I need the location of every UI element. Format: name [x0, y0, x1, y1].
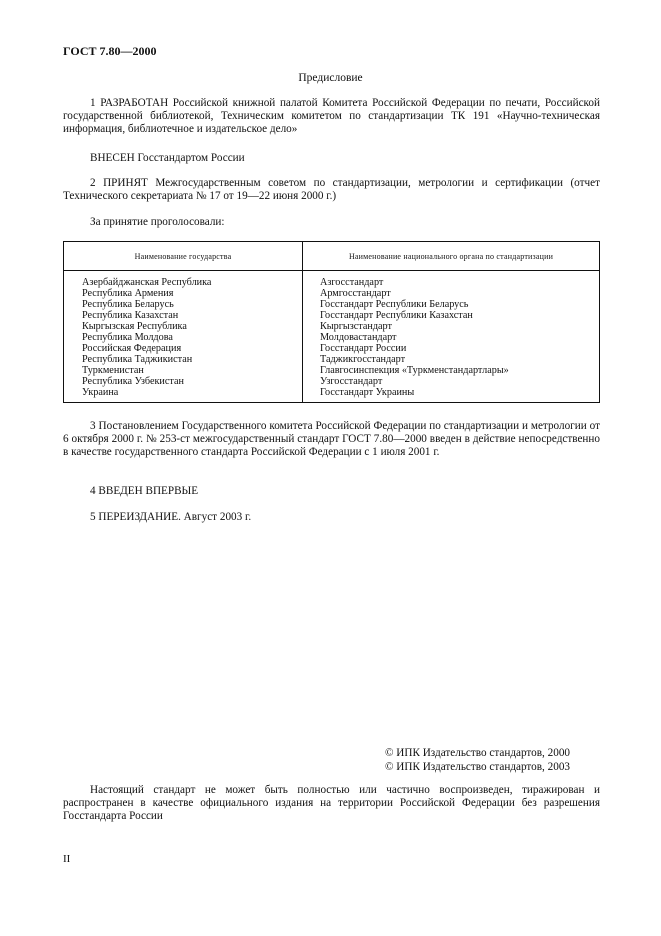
national-body-name: Кыргызстандарт [320, 321, 392, 332]
page-title: Предисловие [298, 72, 363, 84]
national-body-list [303, 271, 600, 403]
state-name: Азербайджанская Республика [82, 277, 212, 288]
state-name: Республика Армения [82, 288, 174, 299]
section-5-reissue: 5 ПЕРЕИЗДАНИЕ. Август 2003 г. [90, 511, 252, 523]
copyright-2003: © ИПК Издательство стандартов, 2003 [385, 761, 571, 773]
national-body-name: Молдовастандарт [320, 332, 397, 343]
state-list [64, 271, 303, 403]
state-name: Республика Казахстан [82, 310, 179, 321]
table-body-row [64, 271, 600, 403]
national-body-name: Госстандарт Республики Беларусь [320, 299, 469, 310]
page-number: II [63, 853, 71, 865]
national-body-name: Таджикгосстандарт [320, 354, 406, 365]
reproduction-notice: Настоящий стандарт не может быть полностью или частично воспроизведен, тиражирован и распространен в качестве официального издания на территории Российской Федерации без разрешения Госстандарта России [63, 784, 600, 822]
national-body-name: Главгосинспекция «Туркменстандартлары» [320, 365, 509, 376]
state-name: Российская Федерация [82, 343, 182, 354]
table-header-row [64, 242, 600, 271]
national-body-name: Госстандарт Республики Казахстан [320, 310, 473, 321]
national-body-name: Узгосстандарт [320, 376, 383, 387]
section-2-voted-label: За принятие проголосовали: [90, 216, 225, 228]
state-name: Украина [82, 387, 119, 398]
state-name: Республика Узбекистан [82, 376, 184, 387]
national-body-name: Азгосстандарт [320, 277, 384, 288]
section-1-introduced: ВНЕСЕН Госстандартом России [90, 152, 245, 164]
section-2-accepted: 2 ПРИНЯТ Межгосударственным советом по стандартизации, метрологии и сертификации (отчет Технического секретариата № 17 от 19—22 июня 2000 г.) [63, 177, 600, 202]
section-3-decree: 3 Постановлением Государственного комитета Российской Федерации по стандартизации и метрологии от 6 октября 2000 г. № 253-ст межгосударственный стандарт ГОСТ 7.80—2000 введен в действие непосредственно в качестве государственного стандарта Российской Федерации с 1 июля 2001 г. [63, 420, 600, 458]
national-body-name: Армгосстандарт [320, 288, 391, 299]
state-name: Республика Беларусь [82, 299, 174, 310]
section-4-first-introduced: 4 ВВЕДЕН ВПЕРВЫЕ [90, 485, 199, 497]
national-body-name: Госстандарт Украины [320, 387, 415, 398]
copyright-2000: © ИПК Издательство стандартов, 2000 [385, 747, 571, 759]
section-1-developed: 1 РАЗРАБОТАН Российской книжной палатой Комитета Российской Федерации по печати, Российской государственной библиотекой, Техническим комитетом по стандартизации ТК 191 «Научно-техническая информация, библиотечное и издательское дело» [63, 97, 600, 135]
document-header: ГОСТ 7.80—2000 [63, 44, 157, 58]
state-name: Кыргызская Республика [82, 321, 187, 332]
state-name: Туркменистан [82, 365, 144, 376]
voting-table [63, 241, 600, 403]
column-header-national-body: Наименование национального органа по стандартизации [303, 242, 600, 271]
column-header-state: Наименование государства [64, 242, 303, 271]
national-body-name: Госстандарт России [320, 343, 407, 354]
state-name: Республика Молдова [82, 332, 173, 343]
state-name: Республика Таджикистан [82, 354, 193, 365]
